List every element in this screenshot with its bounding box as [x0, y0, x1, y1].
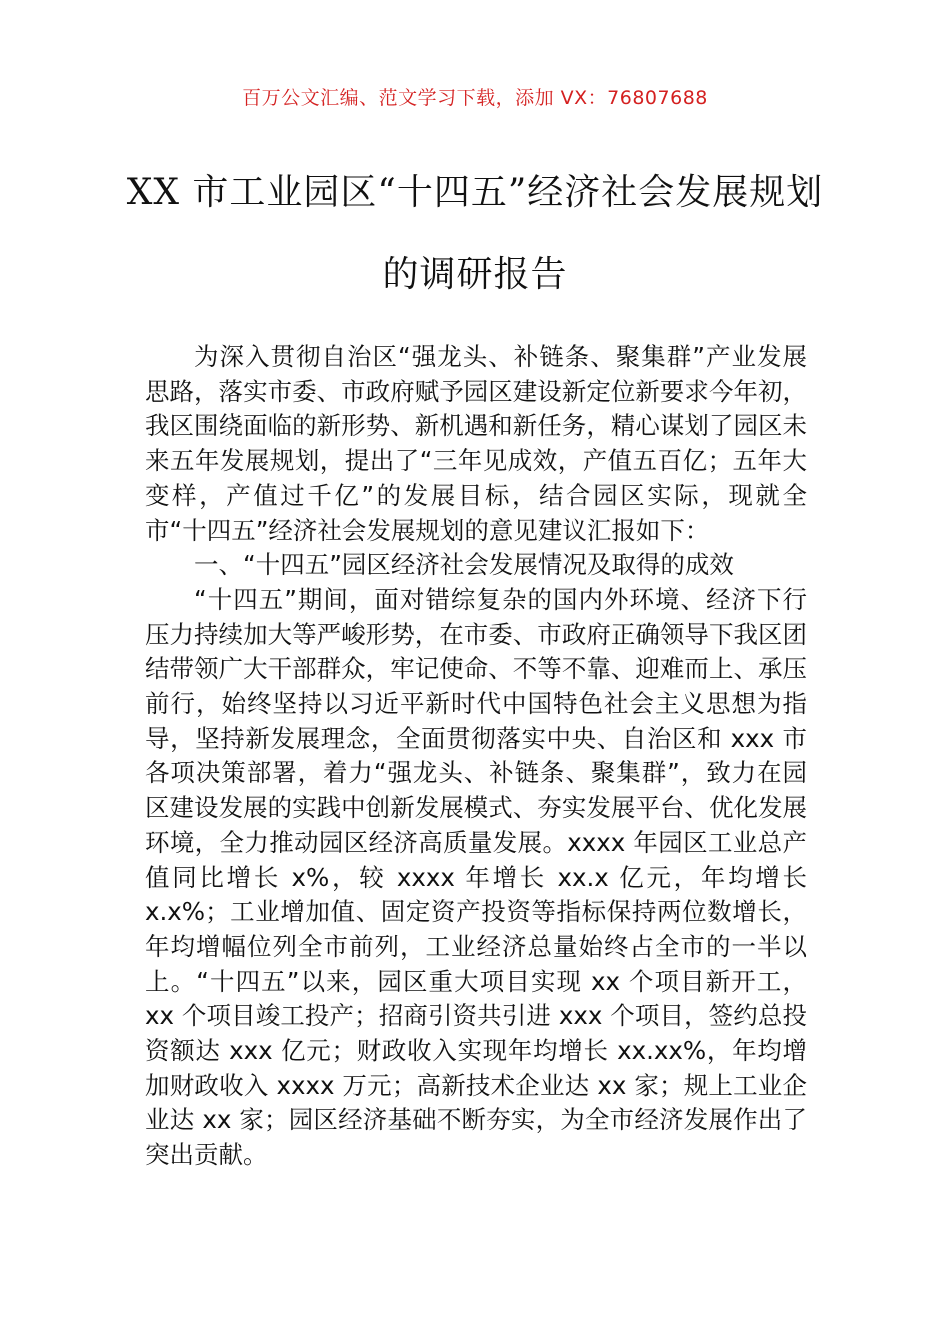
body-paragraph: “十四五”期间，面对错综复杂的国内外环境、经济下行压力持续加大等严峻形势，在市委、市政府正确领导下我区团结带领广大干部群众，牢记使命、不等不靠、迎难而上、承压前行，始终坚持以习近平新时代中国特色社会主义思想为指导，坚持新发展理念，全面贯彻落实中央、自治区和 xxx 市各项决策部署，着力“强龙头、补链条、聚集群”，致力在园区建设发展的实践中创新发展模式、夯实发展平台、优化发展环境，全力推动园区经济高质量发展。xxxx 年园区工业总产值同比增长 x%，较 xxxx 年增长 xx.x 亿元，年均增长 x.x%；工业增加值、固定资产投资等指标保持两位数增长，年均增幅位列全市前列，工业经济总量始终占全市的一半以上。“十四五”以来，园区重大项目实现 xx 个项目新开工，xx 个项目竣工投产；招商引资共引进 xxx 个项目，签约总投资额达 xxx 亿元；财政收入实现年均增长 xx.xx%，年均增加财政收入 xxxx 万元；高新技术企业达 xx 家；规上工业企业达 xx 家；园区经济基础不断夯实，为全市经济发展作出了突出贡献。	[145, 584, 807, 1170]
intro-paragraph: 为深入贯彻自治区“强龙头、补链条、聚集群”产业发展思路，落实市委、市政府赋予园区建设新定位新要求今年初，我区围绕面临的新形势、新机遇和新任务，精心谋划了园区未来五年发展规划，提出了“三年见成效，产值五百亿；五年大变样，产值过千亿”的发展目标，结合园区实际，现就全市“十四五”经济社会发展规划的意见建议汇报如下：	[145, 342, 807, 545]
document-body	[145, 340, 807, 1173]
section-heading: 一、“十四五”园区经济社会发展情况及取得的成效	[194, 550, 734, 580]
header-banner: 百万公文汇编、范文学习下载，添加 VX：76807688	[242, 87, 708, 109]
document-title: XX 市工业园区“十四五”经济社会发展规划的调研报告	[126, 172, 824, 295]
